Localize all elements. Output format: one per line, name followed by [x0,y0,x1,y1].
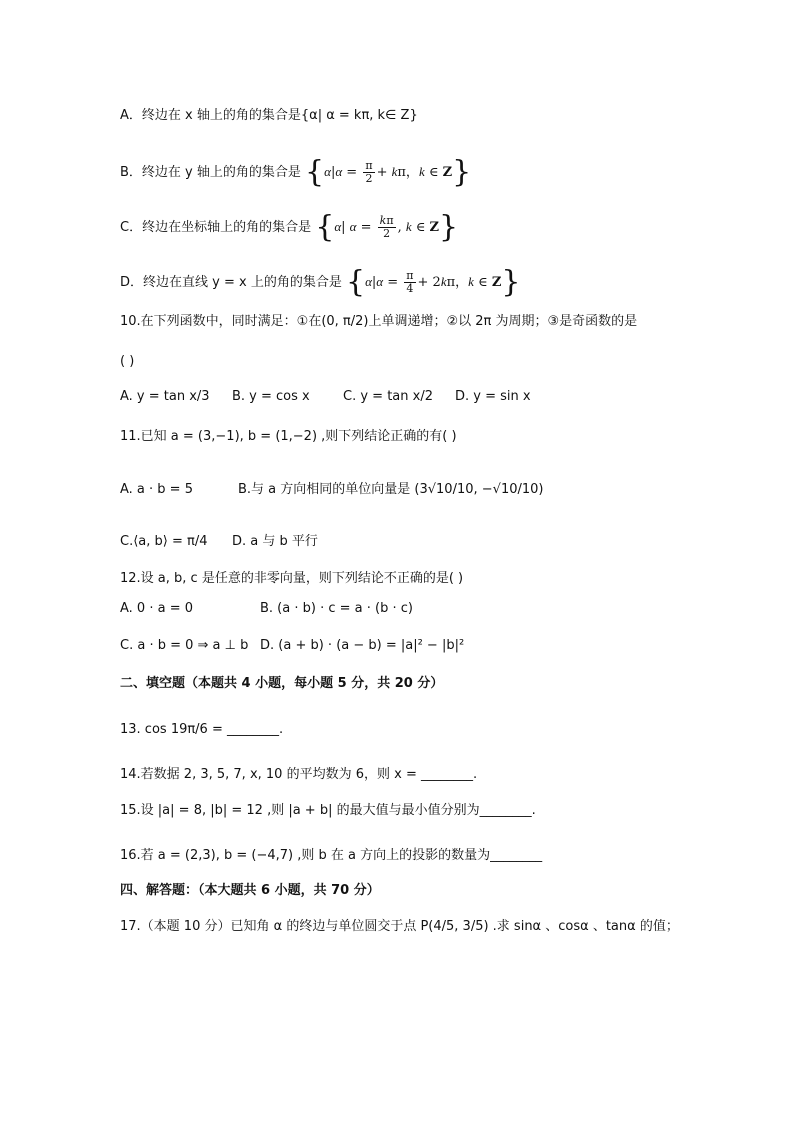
q17: 17.（本题 10 分）已知角 α 的终边与单位圆交于点 P(4/5, 3/5) .求 sinα 、cosα 、tanα 的值； [120,919,679,934]
section-solutions-heading: 四、解答题：（本大题共 6 小题，共 70 分） [120,883,380,898]
q11-option-a: A. a · b = 5 [120,482,193,497]
q10-option-b: B. y = cos x [232,389,310,404]
q12-option-c: C. a · b = 0 ⇒ a ⊥ b [120,638,249,653]
q12-option-d: D. (a + b) · (a − b) = |a|² − |b|² [260,638,465,653]
q9-option-d-text: D．终边在直线 y = x 上的角的集合是 [120,275,342,290]
q9-option-b: B．终边在 y 轴上的角的集合是 {α|α = $\frac{\pi}{2}$ + kπ，k ∈ Z} [120,154,472,190]
q12-option-b: B. (a · b) · c = a · (b · c) [260,601,413,616]
q9-option-c-text: C．终边在坐标轴上的角的集合是 [120,220,312,235]
q9-option-a: A．终边在 x 轴上的角的集合是{α| α = kπ, k∈ Z} [120,108,418,123]
q9-option-c: C．终边在坐标轴上的角的集合是 {α| α = $\frac{k\pi}{2}$ , k ∈ Z} [120,209,459,245]
q12-stem: 12.设 a, b, c 是任意的非零向量，则下列结论不正确的是( ) [120,571,464,586]
q9-option-d: D．终边在直线 y = x 上的角的集合是 {α|α = $\frac{\pi}{4}$ + 2kπ，k ∈ Z} [120,264,521,300]
q11-option-d: D. a 与 b 平行 [232,534,318,549]
q13: 13. cos 19π/6 = ________. [120,722,284,737]
q10-option-c: C. y = tan x/2 [343,389,433,404]
q10-paren: ( ) [120,354,135,369]
q11-option-b: B.与 a 方向相同的单位向量是 (3√10/10, −√10/10) [238,482,544,497]
q15: 15.设 |a| = 8, |b| = 12 ,则 |a + b| 的最大值与最小值分别为________. [120,803,536,818]
section-fill-in-heading: 二、填空题（本题共 4 小题，每小题 5 分，共 20 分） [120,676,444,691]
q11-option-c: C.⟨a, b⟩ = π/4 [120,534,208,549]
q11-stem: 11.已知 a = (3,−1), b = (1,−2) ,则下列结论正确的有( ) [120,429,457,444]
q10-option-d: D. y = sin x [455,389,531,404]
q12-option-a: A. 0 · a = 0 [120,601,193,616]
q9-option-b-text: B．终边在 y 轴上的角的集合是 [120,165,301,180]
q16: 16.若 a = (2,3), b = (−4,7) ,则 b 在 a 方向上的投影的数量为________ [120,848,543,863]
q10-option-a: A. y = tan x/3 [120,389,210,404]
q14: 14.若数据 2, 3, 5, 7, x, 10 的平均数为 6，则 x = ________. [120,767,478,782]
q10-stem: 10.在下列函数中，同时满足：①在(0, π/2)上单调递增；②以 2π 为周期；③是奇函数的是 [120,314,638,329]
